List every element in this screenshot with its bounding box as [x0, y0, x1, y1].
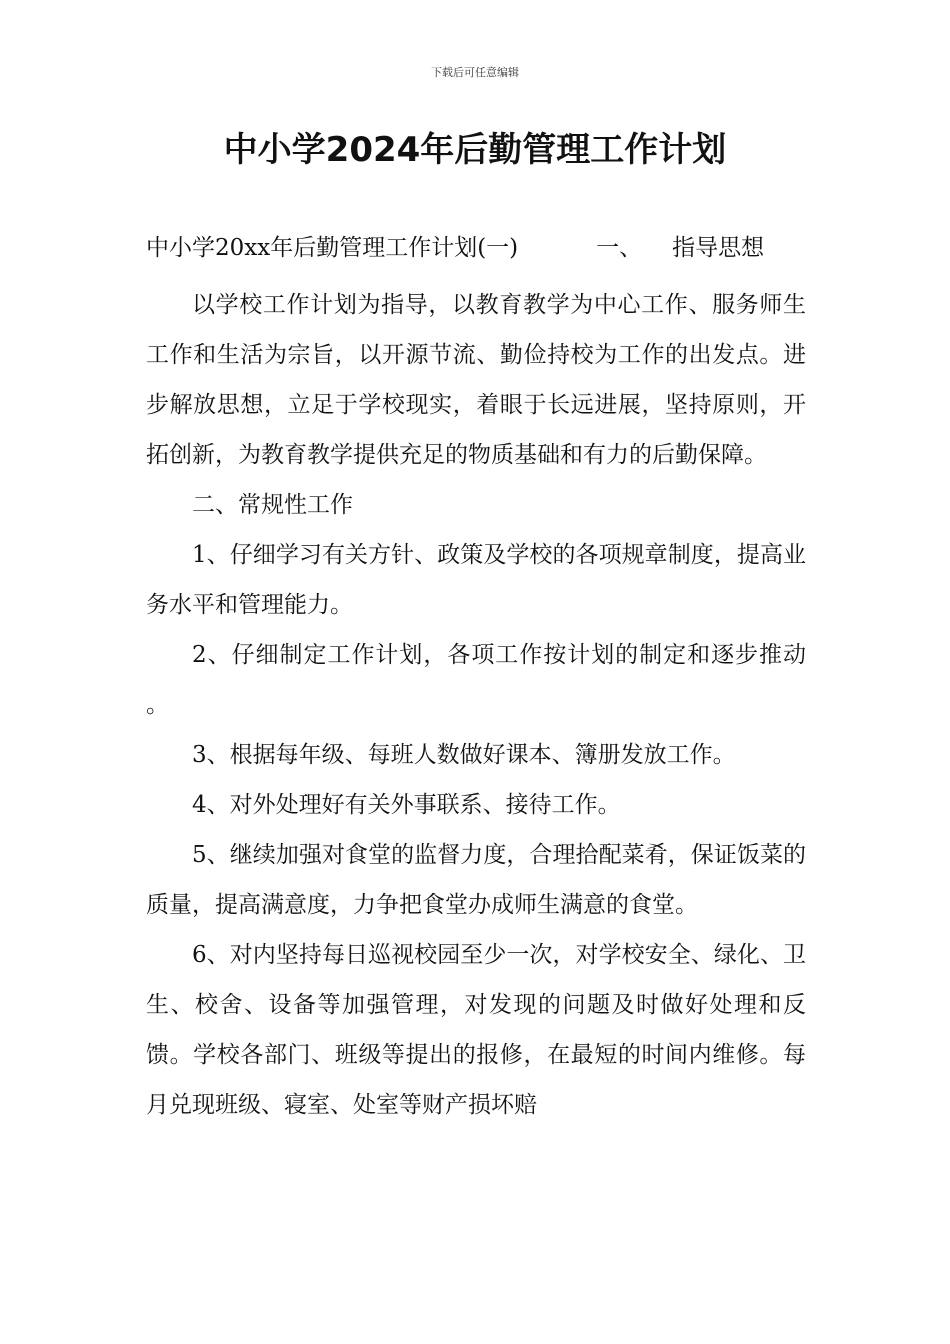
list-item: 5、继续加强对食堂的监督力度，合理拾配菜肴，保证饭菜的质量，提高满意度，力争把食堂办成师生满意的食堂。: [146, 842, 806, 918]
header-note: 下载后可任意编辑: [431, 66, 519, 79]
page-title: 中小学2024年后勤管理工作计划: [223, 130, 727, 170]
list-item: 4、对外处理好有关外事联系、接待工作。: [192, 792, 621, 818]
list-item: 6、对内坚持每日巡视校园至少一次，对学校安全、绿化、卫生、校舍、设备等加强管理，对发现的问题及时做好处理和反馈。学校各部门、班级等提出的报修，在最短的时间内维修。每月兑现班级、寝室、处室等财产损坏赔: [146, 942, 806, 1118]
list-item: 2、仔细制定工作计划，各项工作按计划的制定和逐步推动 。: [146, 642, 806, 718]
subtitle: 中小学20xx年后勤管理工作计划(一): [146, 235, 519, 261]
paragraph: 以学校工作计划为指导，以教育教学为中心工作、服务师生工作和生活为宗旨，以开源节流、勤俭持校为工作的出发点。进步解放思想，立足于学校现实，着眼于长远进展，坚持原则，开拓创新，为教育教学提供充足的物质基础和有力的后勤保障。: [146, 292, 806, 468]
section-heading: 指导思想: [672, 235, 765, 261]
section-heading: 二、常规性工作: [192, 492, 353, 518]
section-number: 一、: [596, 235, 643, 261]
subtitle-line: [146, 230, 826, 266]
list-item: 1、仔细学习有关方针、政策及学校的各项规章制度，提高业务水平和管理能力。: [146, 542, 806, 618]
document-body: [146, 280, 806, 1130]
list-item: 3、根据每年级、每班人数做好课本、簿册发放工作。: [192, 742, 736, 768]
